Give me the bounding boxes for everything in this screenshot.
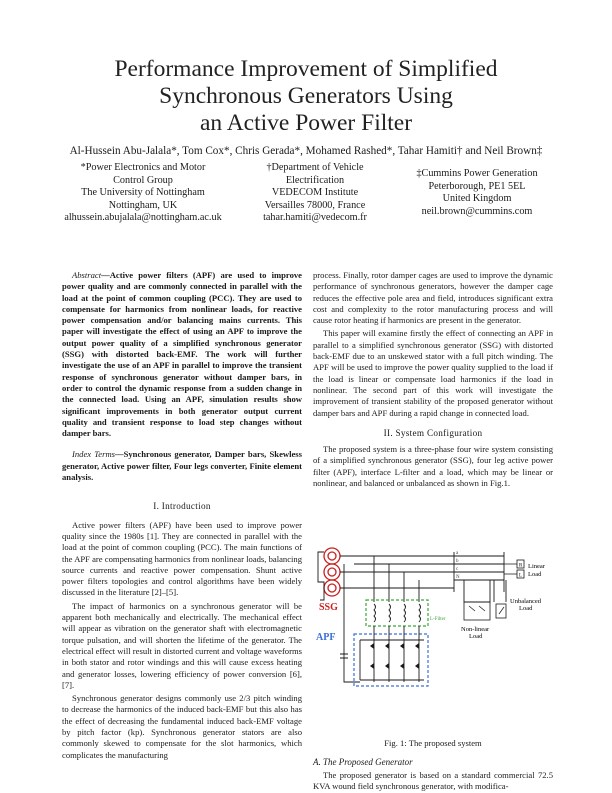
right-paragraph-1: process. Finally, rotor damper cages are used to improve the dynamic performance of synchronous generators, however the damper cage reduces the effective pole area and field, introduces significant extra cost and complexity to the rotor manufacturing process and will cause rotor heating if harmonics are present in the generator. [313,270,553,326]
affiliation-line: United Kingdom [442,193,512,205]
section-heading-system-configuration: II. System Configuration [383,427,483,438]
affiliation-line: Versailles 78000, France [264,199,366,211]
affiliation-line: Nottingham, UK [108,199,178,211]
l-filter-block [366,600,446,626]
apf-label: APF [316,632,336,643]
subsection-paragraph: The proposed generator is based on a standard commercial 72.5 KVA wound field synchronous generator, with modifica- [313,770,553,792]
intro-paragraph-3: Synchronous generator designs commonly use 2/3 pitch winding to decrease the harmonics of the induced back-EMF but this also has the effect of decreasing the fundamental induced back-EMF voltage by pitch factor (kp). Synchronous generator stators are also commonly skewed to compensate for the slot harmonics, which complicates the manufacturing [62,693,302,760]
bus-label-a: a [456,551,459,556]
system-configuration-paragraph: The proposed system is a three-phase four wire system consisting of a simplified synchronous generator (SSG), four leg active power filter (APF), interface L-filter and a load, which may be linear or nonlinear, and balanced or unbalanced as shown in Fig.1. [313,444,553,489]
right-paragraph-2: This paper will examine firstly the effect of connecting an APF in parallel to a simplified synchronous generator (SSG) with distorted back-EMF due to an unskewed stator with a full pitch winding. The APF will be used to improve the power quality supplied to the load if the load is linear or compensate load harmonics if the load in nonlinear. The second part of this work will investigate the improvement of transient stability of the proposed generator without damper bars and APF during a rapid change in connected load. [313,328,553,418]
author-list: Al-Hussein Abu-Jalala*, Tom Cox*, Chris Gerada*, Mohamed Rashed*, Tahar Hamiti† and Neil Brown‡ [69,145,543,157]
intro-paragraph-1: Active power filters (APF) have been used to improve power quality since the 1980s [1]. They are connected in parallel with the load at the point of common coupling (PCC). The main functions of the APF are compensating harmonics from nonlinear loads, balancing source currents and reactive power compensation. Shunt active power filters topologies and control algorithms have been widely discussed in the literature [2]–[5]. [62,519,302,598]
nonlinear-load-label-1: Non-linear [461,626,490,633]
apf-converter-block [316,626,428,686]
bus-labels [456,551,460,580]
bus-label-b: b [456,559,459,564]
section-heading-introduction: I. Introduction [153,501,211,512]
affiliation-email: neil.brown@cummins.com [421,205,533,217]
index-terms-label: Index Terms [72,449,116,460]
affiliation-nottingham [48,162,238,225]
affiliation-cummins [402,168,552,218]
subsection-heading-proposed-generator: A. The Proposed Generator [313,757,413,767]
bus-label-c: c [456,567,459,572]
abstract [62,270,302,439]
paper-title [60,56,552,137]
affiliation-line: Electrification [285,174,345,186]
affiliation-line: VEDECOM Institute [271,187,359,199]
right-column-top [313,270,553,489]
unbalanced-load [494,580,542,618]
affiliation-email: tahar.hamiti@vedecom.fr [263,212,367,224]
l-filter-label: L-Filter [430,617,446,622]
affiliation-line: ‡Cummins Power Generation [416,168,538,179]
unbalanced-load-label-2: Load [519,605,533,612]
abstract-label: Abstract [72,270,102,280]
left-column [62,270,302,761]
index-terms [62,449,302,483]
affiliation-line: The University of Nottingham [81,187,205,199]
ssg-generator-symbol [319,548,340,613]
linear-load-label-2: Load [528,571,542,578]
index-terms-text: —Synchronous generator, Damper bars, Skewless generator, Active power filter, Four legs converter, Finite element analysis. [62,449,302,483]
affiliation-line: Control Group [113,174,173,186]
bus-label-n: N [456,575,460,580]
unbalanced-load-label-1: Unbalanced [510,598,542,605]
affiliation-vedecom [240,162,390,225]
nonlinear-load-label-2: Load [469,633,483,640]
affiliation-line: Peterborough, PE1 5EL [428,180,526,192]
linear-load [504,552,546,592]
affiliation-line: *Power Electronics and Motor [80,162,206,173]
ssg-label: SSG [319,602,338,613]
nonlinear-load [461,580,490,640]
affiliation-email: alhussein.abujalala@nottingham.ac.uk [64,212,222,224]
title-line-3: an Active Power Filter [199,110,413,136]
title-line-2: Synchronous Generators Using [159,83,453,109]
resistor-label: R [519,563,523,569]
figure-caption: Fig. 1: The proposed system [384,738,482,748]
abstract-text: —Active power filters (APF) are used to improve power quality and are commonly connected in parallel with the load at the point of common coupling (PCC). They are used to compensate for harmonics from nonlinear loads, for reactive power compensation and/or balancing mains currents. This paper will investigate the effect of using an APF to improve the output power quality of a simplified synchronous generator (SSG) with distorted back-EMF. The work will further investigate the use of an APF in parallel to improve the transient response of synchronous generator without damper bars, in order to control the dynamic response from a sudden change in the connected load. Using an APF, simulation results show significant improvements in both generator output current quality and transient response to load step changes without damper bars. [62,270,302,439]
linear-load-label-1: Linear [528,563,545,570]
proposed-system-diagram [314,542,554,714]
title-line-1: Performance Improvement of Simplified [114,56,498,82]
inductor-label: L [519,573,523,579]
affiliation-line: †Department of Vehicle [266,162,364,173]
intro-paragraph-2: The impact of harmonics on a synchronous generator will be apparent both mechanically and electrically. The mechanical effect will appear as vibration on the generator shaft with electromagnetic torque pulsation, and will shorten the lifetime of the generator. The electrical effect will result in distorted current and voltage waveforms in both stator and rotor windings and this will cause excess heating and generator losses, lowering efficiency of power conversion [6], [7]. [62,600,302,690]
